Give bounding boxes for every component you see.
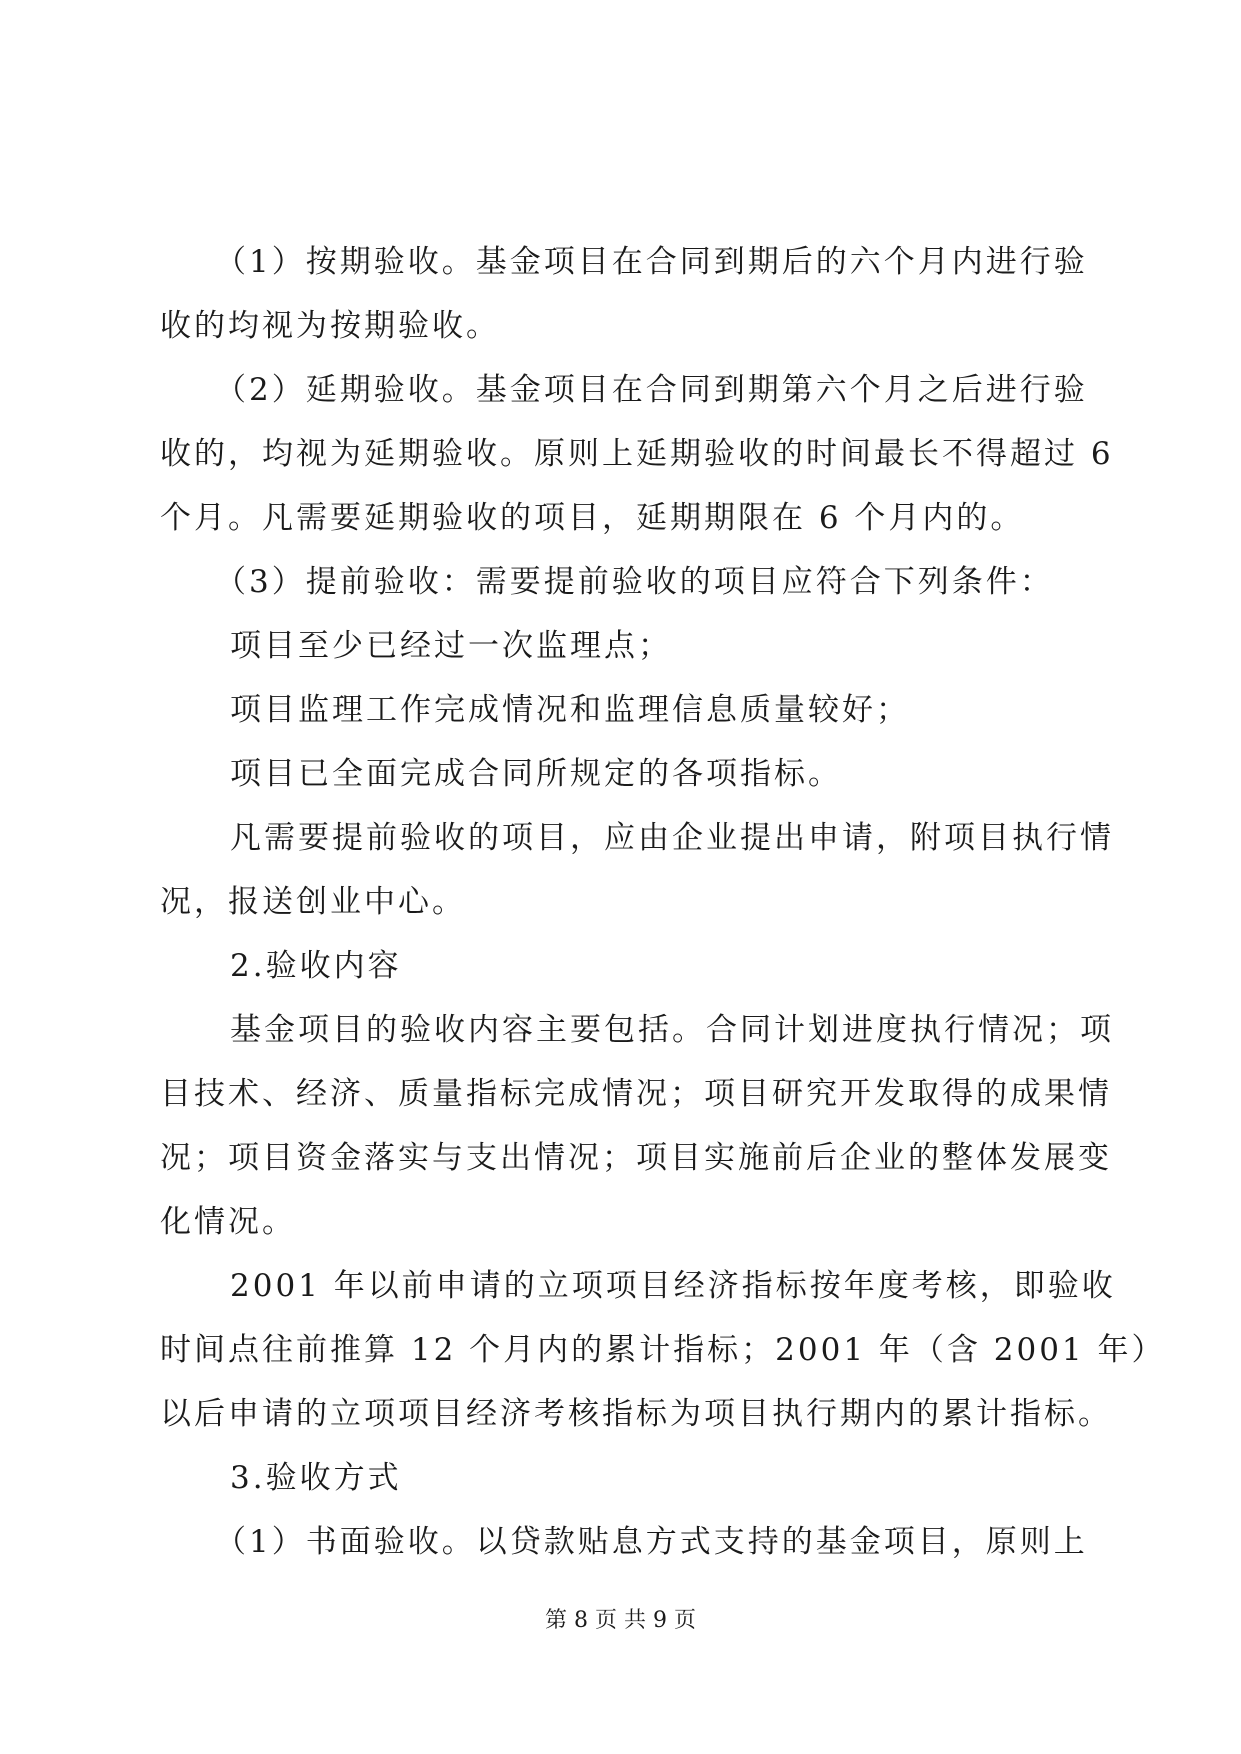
text-line: 目技术、经济、质量指标完成情况；项目研究开发取得的成果情 (160, 1076, 1112, 1112)
text-line: （2）延期验收。基金项目在合同到期第六个月之后进行验 (215, 372, 1088, 408)
text-line: 况；项目资金落实与支出情况；项目实施前后企业的整体发展变 (160, 1140, 1112, 1176)
text-line: 时间点往前推算 12 个月内的累计指标；2001 年（含 2001 年） (160, 1332, 1166, 1368)
document-body (160, 230, 1166, 1574)
text-line: （1）书面验收。以贷款贴息方式支持的基金项目，原则上 (215, 1524, 1088, 1560)
text-line: （3）提前验收：需要提前验收的项目应符合下列条件： (215, 564, 1054, 600)
text-line: 收的，均视为延期验收。原则上延期验收的时间最长不得超过 6 (160, 436, 1114, 472)
text-line: 项目监理工作完成情况和监理信息质量较好； (230, 692, 910, 728)
text-line: 以后申请的立项项目经济考核指标为项目执行期内的累计指标。 (160, 1396, 1112, 1432)
text-line: （1）按期验收。基金项目在合同到期后的六个月内进行验 (215, 244, 1088, 280)
text-line: 化情况。 (160, 1204, 296, 1240)
text-line: 况，报送创业中心。 (160, 884, 466, 920)
text-line: 基金项目的验收内容主要包括。合同计划进度执行情况；项 (230, 1012, 1114, 1048)
text-line: 2001 年以前申请的立项项目经济指标按年度考核，即验收 (230, 1268, 1116, 1304)
text-line: 项目至少已经过一次监理点； (230, 628, 672, 664)
text-line: 凡需要提前验收的项目，应由企业提出申请，附项目执行情 (230, 820, 1114, 856)
page-number-footer: 第 8 页 共 9 页 (545, 1608, 696, 1633)
text-line: 收的均视为按期验收。 (160, 308, 500, 344)
text-line: 个月。凡需要延期验收的项目，延期期限在 6 个月内的。 (160, 500, 1025, 536)
section-heading: 2.验收内容 (230, 948, 402, 984)
section-heading: 3.验收方式 (230, 1460, 402, 1496)
text-line: 项目已全面完成合同所规定的各项指标。 (230, 756, 842, 792)
